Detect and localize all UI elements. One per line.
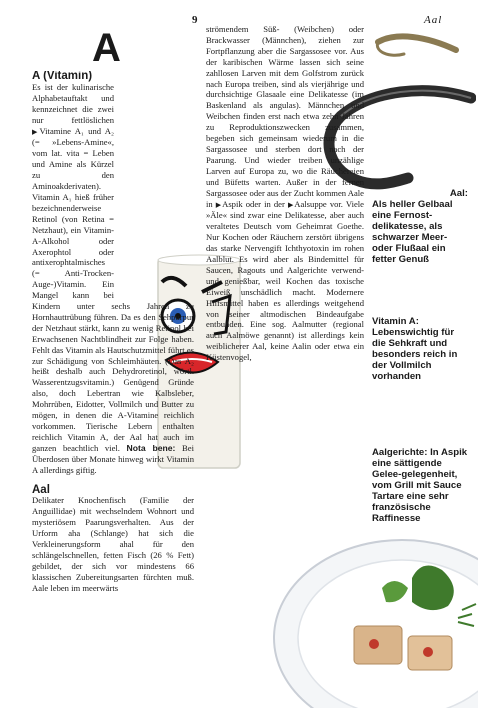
glass-float-space [118,73,194,293]
section-letter: A [92,26,121,70]
note-text: Bei Überdosen über Monate hinweg wirkt Vitamin A allerdings giftig. [32,442,194,475]
aal-paragraph-1: Delikater Knochenfisch (Familie der Anguillidae) mit wechselndem Wohnort und mysteriösem Paarungsverhalten. Aus der Urform aha (Schlange) hat sich die Verkleinerungsform ahal für den schlängelschnellen, fetten Fisch (26 % Fett) gebildet, der sich vor mindestens 66 klassischen Zubereitungsarten fürchten muß. Aale leben im meerwärts [32,495,194,593]
caption-vitamin-a: Vitamin A: Lebenswichtig für die Sehkraft und besonders reich in der Vollmilch vorhanden [372,316,458,382]
caption-aal-title: Aal: [449,188,468,199]
heading-aal: Aal [32,483,50,496]
caption-aal [372,188,468,265]
left-column [32,71,194,691]
heading-vitamin-a: A (Vitamin) [32,71,93,82]
caption-aal-text: Als heller Gelbaal eine Fernost-delikatesse, als schwarzer Meer- oder Flußaal ein fetter Genuß [372,199,453,265]
cross-reference-arrow-icon[interactable]: ▶ [32,127,40,136]
aal-paragraph-2 [206,24,364,363]
running-head: Aal [424,14,443,26]
page-number: 9 [192,14,198,26]
cross-reference-arrow-icon[interactable]: ▶ [215,200,223,209]
aal-text-4: Aalsuppe vor. Viele »Äle« sind zwar eine Delikatesse, aber auch veraltetes Deutsch vom Geheimrat Goethe. Nur Kochen oder Räuchern zerstört übrigens das starke Nervengift Ichthyotoxin im rohen Aalblut. Es wird aber als Bindemittel für Saucen, Ragouts und Aalgerichte verwend- und genießbar, weil Kochen das toxische Eiweiß unschädlich macht. Modernere Hilfsmittel haben es allerdings weitgehend von seiner altmodischen Bindeaufgabe entbunden. Eine sog. Aalmutter (regional auch Aalmöwe genannt) ist allerdings kein weiblicherer Aal, keine Aalin oder etwa ein Küstenvogel, [206,198,364,363]
vitamin-a-text-2: Vitamine A₁ und A₂ (= »Lebens-Amine«, vom lat. vita = Leben und Amine als Kürzel zu den Aminoakderivaten). Vitamin A₁ hieß früher bezeichnenderweise Retinol (von Retina = Netzhaut), ein Vitamin-A-Alkohol oder Axerophtol oder antixerophtalmisches (= Anti-Trocken-Auge-)Vitamin. Ein Mangel kann bei Kindern unter sechs Jahren zu Hornhauttrübung führen. Da es den Sehpurpur der Netzhaut stärkt, kann zu wenig Retinol bei Erwachsenen Nachtblindheit zur Folge haben. Fehlt das Vitamin als Hautschutzmittel führt es zur Schädigung von Schleimhäuten. (Das A₂ heißt deshalb auch Dehydroretinol, wörtl. Wasserentzugsvitamin.) Genügend Gründe also, doch Lebertran wie Kalbsleber, Mohrrüben, Eidotter, Vollmilch und Butter zu mögen, in denen die A-Vitamine reichlich vorkommen. Tierische Lebern enthalten reichlich Vitamin A, der Aal hat auch im ganzen beachtlich viel. [32,125,194,453]
cross-reference-arrow-icon[interactable]: ▶ [287,200,295,209]
middle-column [206,24,364,692]
aal-text-2: strömendem Süß- (Weibchen) oder Brackwasser (Männchen), ziehen zur Fortpflanzung aber die Sargassosee vor. Aus der karibischen Wärme lassen sich seine zahllosen Larven mit dem Golfstrom zurück nach Europa treiben, sind als vierjährige und durchsichtige Glasaale eine Delikatesse (im Baskenland als angulas). Männchen und Weibchen finden erst nach etwa zehn Jahren zu Reproduktionszwecken zusammen, begeben sich gemeinsam wiederum in die Sargassosee und sterben dort nach der Paarung. Und wieder treiben unzählige Larven auf Europa zu, wo die Räuchereien und Büfetts warten. Außer in der fernen Sargassosee oder aus der Zucht kommen Aale in [206,24,364,209]
aal-text-3: Aspik oder in der [222,198,288,209]
caption-aalgerichte: Aalgerichte: In Aspik eine sättigende Gelee-gelegenheit, vom Grill mit Sauce Tartare eine sehr französische Raffinesse [372,447,468,524]
vitamin-a-text-1: Es ist der kulinarische Alphabetauftakt und kennzeichnet die zwei nur fettlöslichen [32,81,114,125]
note-label: Nota bene: [126,442,176,453]
